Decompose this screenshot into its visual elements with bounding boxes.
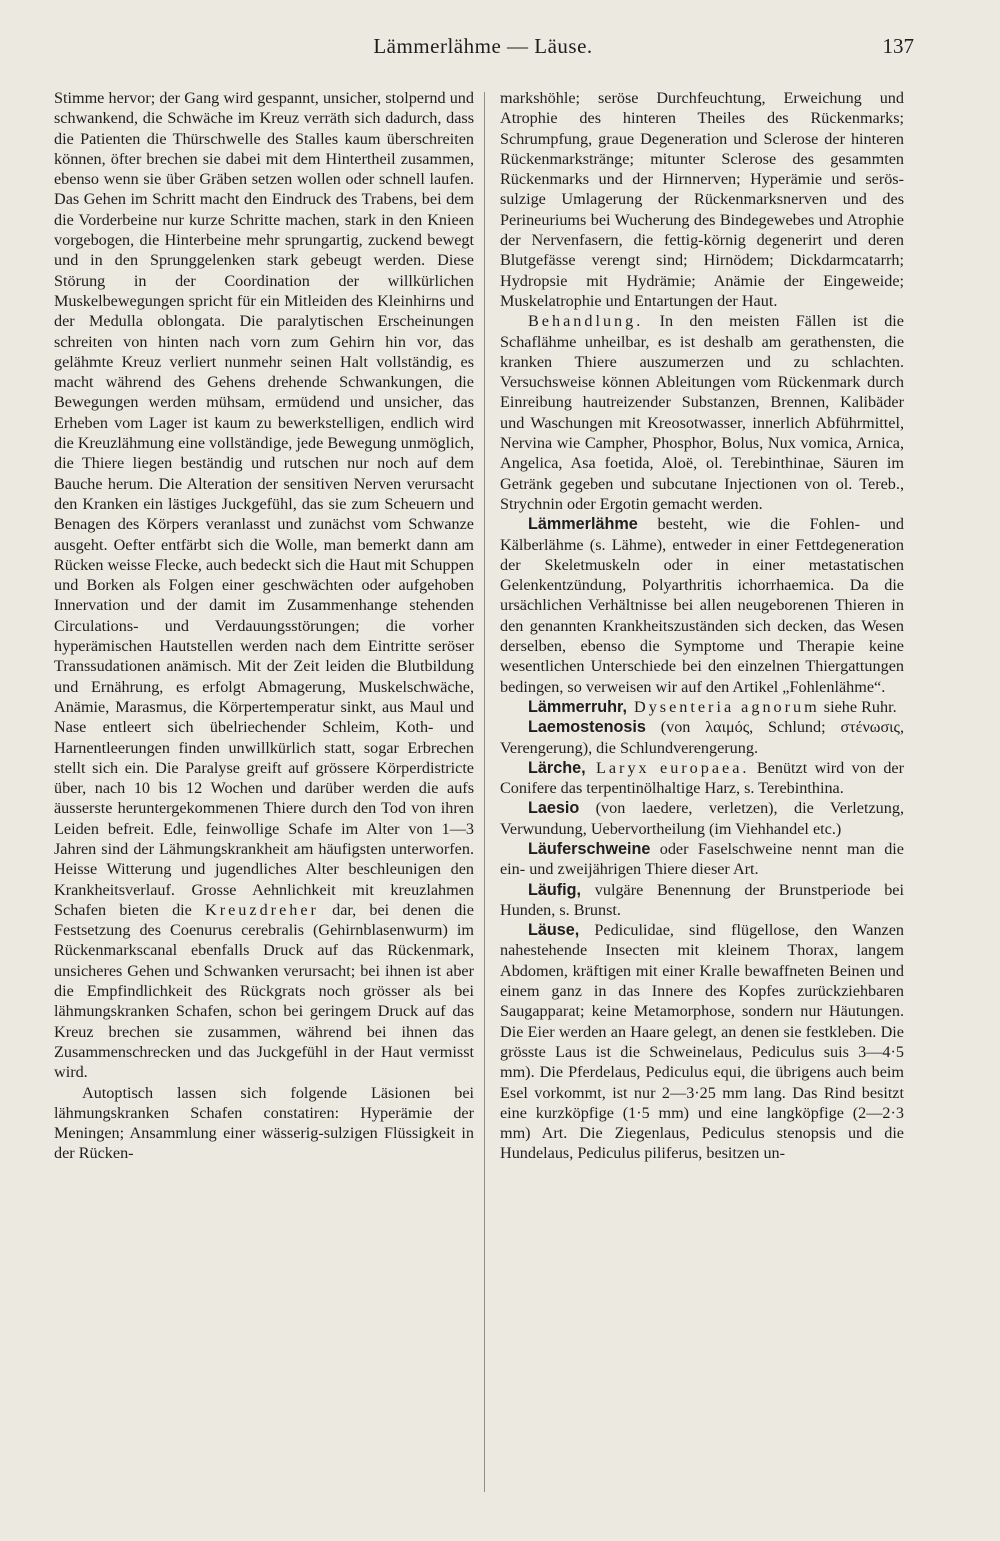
entry-text: (von laedere, verletzen), die Verletzung, Verwundung, Uebervortheilung (im Viehhandel etc.) xyxy=(500,799,904,838)
entry-headword: Laesio xyxy=(528,799,580,818)
paragraph-text: dar, bei denen die Festsetzung des Coenurus cerebralis (Gehirnblasenwurm) im Rückenmarkscanal ebenfalls Druck auf das Rückenmark, unsicheres Gehen und Schwanken verursacht; bei ihnen ist aber die Empfindlichkeit des Rückgrats noch grösser als bei lähmungskranken Schafen, schon bei geringem Druck auf das Kreuz brechen sie zusammen, während bei ihnen das Zusammenschrecken und das Juckgefühl in der Haut vermisst wird. xyxy=(54,900,474,1082)
column-divider xyxy=(484,92,485,1492)
entry-latin-name: Dysenteria agnorum xyxy=(626,697,820,716)
dictionary-entry xyxy=(500,697,904,717)
paragraph-text: In den meisten Fällen ist die Schaflähme unheilbar, es ist deshalb am gerathensten, die kranken Thiere auszumerzen und zu schlachten. Versuchsweise können Ableitungen vom Rückenmark durch Einreibung hautreizender Substanzen, Brennen, Kalibäder und Waschungen mit Kreosotwasser, innerlich Abführmittel, Nervina wie Campher, Phosphor, Bolus, Nux vomica, Arnica, Angelica, Asa foetida, Aloë, ol. Terebinthinae, Säuren im Getränk gegeben und subcutane Injectionen von ol. Tereb., Strychnin oder Ergotin gemacht werden. xyxy=(500,312,904,513)
dictionary-entry xyxy=(500,920,904,1164)
section-heading: Behandlung. xyxy=(528,312,644,331)
entry-headword: Laemostenosis xyxy=(528,718,646,737)
dictionary-entry xyxy=(500,514,904,697)
dictionary-entry xyxy=(500,758,904,799)
entry-headword: Lärche, xyxy=(528,758,586,777)
entry-text: (von λαιμός, Schlund; στένωσις, Verengerung), die Schlundverengerung. xyxy=(500,718,904,757)
dictionary-entry xyxy=(500,798,904,839)
running-title: Lämmerlähme — Läuse. xyxy=(373,34,593,58)
entry-text: siehe Ruhr. xyxy=(819,697,897,716)
entry-text: oder Faselschweine nennt man die ein- und zweijährigen Thiere dieser Art. xyxy=(500,839,904,879)
paragraph xyxy=(500,311,904,514)
page-number: 137 xyxy=(882,34,914,58)
entry-headword: Lämmerlähme xyxy=(528,515,638,534)
dictionary-entry xyxy=(500,717,904,758)
running-header xyxy=(52,34,914,64)
paragraph: markshöhle; seröse Durchfeuchtung, Erweichung und Atrophie des hinteren Theiles des Rückenmarks; Schrumpfung, graue Degeneration und Sclerose der hinteren Rückenmarkstränge; mitunter Sclerose des gesammten Rückenmarks und der Hirnnerven; Hyperämie und serös-sulzige Umlagerung der Rückenmarksnerven und des Perineuriums bei Wucherung des Bindegewebes und Atrophie der Nervenfasern, die fettig-körnig degenerirt und deren Blutgefässe verengt sind; Hirnödem; Dickdarmcatarrh; Hydropsie mit Hydrämie; Anämie der Eingeweide; Muskelatrophie und Entartungen der Haut. xyxy=(500,89,904,310)
paragraph xyxy=(54,88,474,1083)
entry-latin-name: Laryx europaea. xyxy=(585,758,750,777)
paragraph-text: Stimme hervor; der Gang wird gespannt, unsicher, stolpernd und schwankend, die Schwäche im Kreuz verräth sich dadurch, dass die Patienten die Thürschwelle des Stalles kaum überschreiten können, öfter brechen sie dabei mit dem Hintertheil zusammen, ebenso wenn sie über Gräben setzen wollen oder schnell laufen. Das Gehen im Schritt macht den Eindruck des Trabens, bei dem die Vorderbeine nur kurze Schritte machen, stark in den Knieen vorgebogen, die Hinterbeine mehr sprungartig, zuckend bewegt und in den Sprunggelenken stark gebeugt werden. Diese Störung in der Coordination der willkürlichen Muskelbewegungen spricht für ein Mitleiden des Kleinhirns und der Medulla oblongata. Die paralytischen Erscheinungen schreiten von hinten nach vorn zum Gehirn hin vor, das gelähmte Kreuz verliert nunmehr seinen Halt vollständig, es macht während des Gehens drehende Schwankungen, die Bewegungen werden mühsam, ermüdend und unsicher, das Erheben vom Lager ist kaum zu bewerkstelligen, endlich wird die Kreuzlähmung eine vollständige, jede Bewegung unmöglich, die Thiere liegen beständig und rutschen nur noch auf dem Bauche herum. Die Alteration der sensitiven Nerven verursacht den Kranken ein lästiges Juckgefühl, das sie zum Scheuern und Benagen des Körpers veranlasst und zunächst vom Schwanze ausgeht. Oefter entfärbt sich die Wolle, man bemerkt dann am Rücken weisse Flecke, auch bedeckt sich die Haut mit Schuppen und Borken als Folgen einer geschwächten oder aufgehoben Innervation und der damit im Zusammenhange stehenden Circulations- und Verdauungsstörungen; die vorher hyperämischen Hautstellen werden nach dem Eintritte seröser Transsudationen anämisch. Mit der Zeit leiden die Blutbildung und Ernährung, es erfolgt Abmagerung, Muskelschwäche, Anämie, Marasmus, die Körpertemperatur sinkt, aus Maul und Nase entleert sich übelriechender Schleim, Koth- und Harnentleerungen finden unwillkürlich statt, sogar Erbrechen stellt sich ein. Die Paralyse greift auf grössere Körperdistricte über, nach 10 bis 12 Wochen und darüber werden die aufs äusserste heruntergekommenen Thiere durch den Tod von ihren Leiden befreit. Edle, feinwollige Schafe im Alter von 1—3 Jahren sind der Lähmungskrankheit am häufigsten unterworfen. Heisse Witterung und jugendliches Alter beschleunigen den Krankheitsverlauf. Grosse Aehnlichkeit mit kreuzlahmen Schafen bieten die xyxy=(54,89,474,919)
entry-headword: Läuferschweine xyxy=(528,839,651,858)
dictionary-entry xyxy=(500,880,904,921)
entry-headword: Lämmerruhr, xyxy=(528,697,627,716)
entry-text: Benützt wird von der Conifere das terpentinölhaltige Harz, s. Terebinthina. xyxy=(500,758,904,798)
left-column xyxy=(54,88,474,1498)
entry-text: Pediculidae, sind flügellose, den Wanzen nahestehende Insecten mit kleinem Thorax, langem Abdomen, kräftigen mit einer Kralle bewaffneten Beinen und einem ganz in das Innere des Kopfes zurückziehbaren Saugapparat; keine Metamorphose, sondern nur Häutungen. Die Eier werden an Haare gelegt, an denen sie festkleben. Die grösste Laus ist die Schweinelaus, Pediculus suis 3—4·5 mm). Die Pferdelaus, Pediculus equi, die übrigens auch beim Esel vorkommt, ist nur 2—3·25 mm lang. Das Rind besitzt eine kurzköpfige (1·5 mm) und eine langköpfige (2—2·3 mm) Art. Die Ziegenlaus, Pediculus stenopsis und die Hundelaus, Pediculus piliferus, besitzen un- xyxy=(500,921,904,1163)
dictionary-entry xyxy=(500,839,904,880)
entry-headword: Läuse, xyxy=(528,921,580,940)
entry-headword: Läufig, xyxy=(528,880,582,899)
paragraph: Autoptisch lassen sich folgende Läsionen bei lähmungskranken Schafen constatiren: Hyperämie der Meningen; Ansammlung einer wässerig-sulzigen Flüssigkeit in der Rücken- xyxy=(54,1083,474,1163)
right-column xyxy=(500,88,904,1498)
entry-text: vulgäre Benennung der Brunstperiode bei Hunden, s. Brunst. xyxy=(500,880,904,919)
spaced-term: Kreuzdreher xyxy=(205,900,319,919)
entry-text: besteht, wie die Fohlen- und Kälberlähme (s. Lähme), entweder in einer Fettdegeneration der Skeletmuskeln oder in einer metastatischen Gelenkentzündung, Polyarthritis ichorrhaemica. Da die ursächlichen Verhältnisse bei allen neugeborenen Thieren in den genannten Krankheitszuständen sich decken, das Wesen derselben, ebenso die Symptome und Therapie keine wesentlichen Unterschiede bei den einzelnen Thiergattungen bedingen, so verweisen wir auf den Artikel „Fohlenlähme“. xyxy=(500,515,904,696)
